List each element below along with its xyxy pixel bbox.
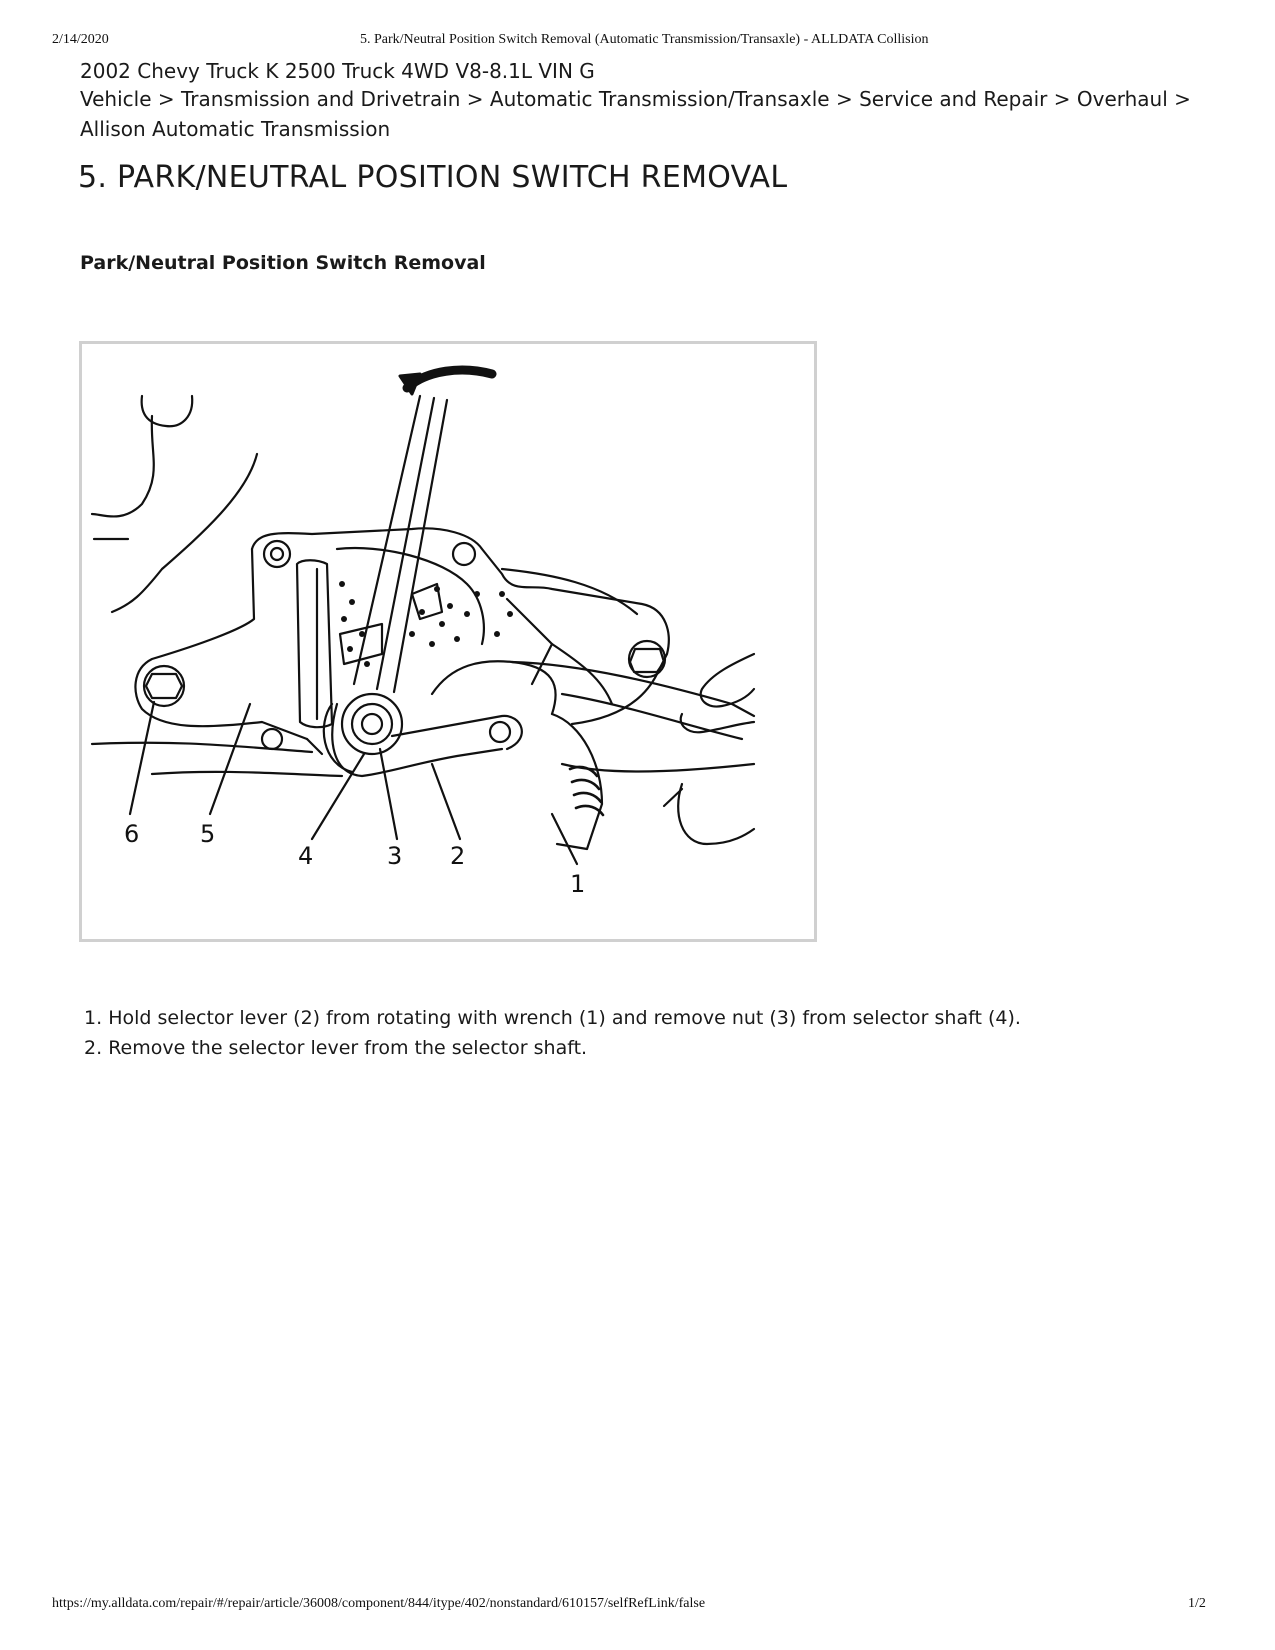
- page-title: 5. PARK/NEUTRAL POSITION SWITCH REMOVAL: [78, 160, 788, 195]
- step-number: 1.: [84, 1007, 103, 1029]
- callout-4: 4: [298, 842, 314, 870]
- print-url: https://my.alldata.com/repair/#/repair/article/36008/component/844/itype/402/nonstandard/610157/selfRefLink/false: [52, 1596, 706, 1611]
- print-header: [0, 32, 1275, 50]
- procedure-illustration: [79, 341, 817, 942]
- breadcrumb-separator: >: [466, 87, 484, 111]
- page-number: 1/2: [1188, 1596, 1206, 1611]
- step-text: Hold selector lever (2) from rotating with wrench (1) and remove nut (3) from selector shaft (4).: [108, 1007, 1021, 1029]
- breadcrumb-item[interactable]: Overhaul: [1076, 87, 1168, 111]
- breadcrumb: [80, 84, 1210, 144]
- breadcrumb-separator: >: [835, 87, 853, 111]
- breadcrumb-item[interactable]: Service and Repair: [859, 87, 1048, 111]
- section-heading: Park/Neutral Position Switch Removal: [80, 252, 486, 274]
- print-date: 2/14/2020: [52, 32, 109, 47]
- vehicle-description: 2002 Chevy Truck K 2500 Truck 4WD V8-8.1L VIN G: [80, 59, 595, 83]
- step-item: [84, 1003, 1021, 1033]
- print-page-title: 5. Park/Neutral Position Switch Removal (Automatic Transmission/Transaxle) - ALLDATA Collision: [360, 32, 929, 47]
- step-number: 2.: [84, 1037, 103, 1059]
- step-text: Remove the selector lever from the selector shaft.: [108, 1037, 588, 1059]
- procedure-steps: [84, 1003, 1021, 1063]
- breadcrumb-item[interactable]: Allison Automatic Transmission: [80, 117, 391, 141]
- breadcrumb-separator: >: [1053, 87, 1071, 111]
- callout-5: 5: [200, 820, 216, 848]
- breadcrumb-separator: >: [1174, 87, 1191, 111]
- print-footer: [0, 1596, 1275, 1614]
- callout-2: 2: [450, 842, 466, 870]
- breadcrumb-item[interactable]: Vehicle: [80, 87, 152, 111]
- callout-1: 1: [570, 870, 586, 898]
- callout-6: 6: [124, 820, 140, 848]
- step-item: [84, 1033, 1021, 1063]
- callout-3: 3: [387, 842, 403, 870]
- illustration-drawing: [82, 344, 814, 939]
- breadcrumb-item[interactable]: Transmission and Drivetrain: [181, 87, 461, 111]
- breadcrumb-separator: >: [157, 87, 175, 111]
- breadcrumb-item[interactable]: Automatic Transmission/Transaxle: [489, 87, 830, 111]
